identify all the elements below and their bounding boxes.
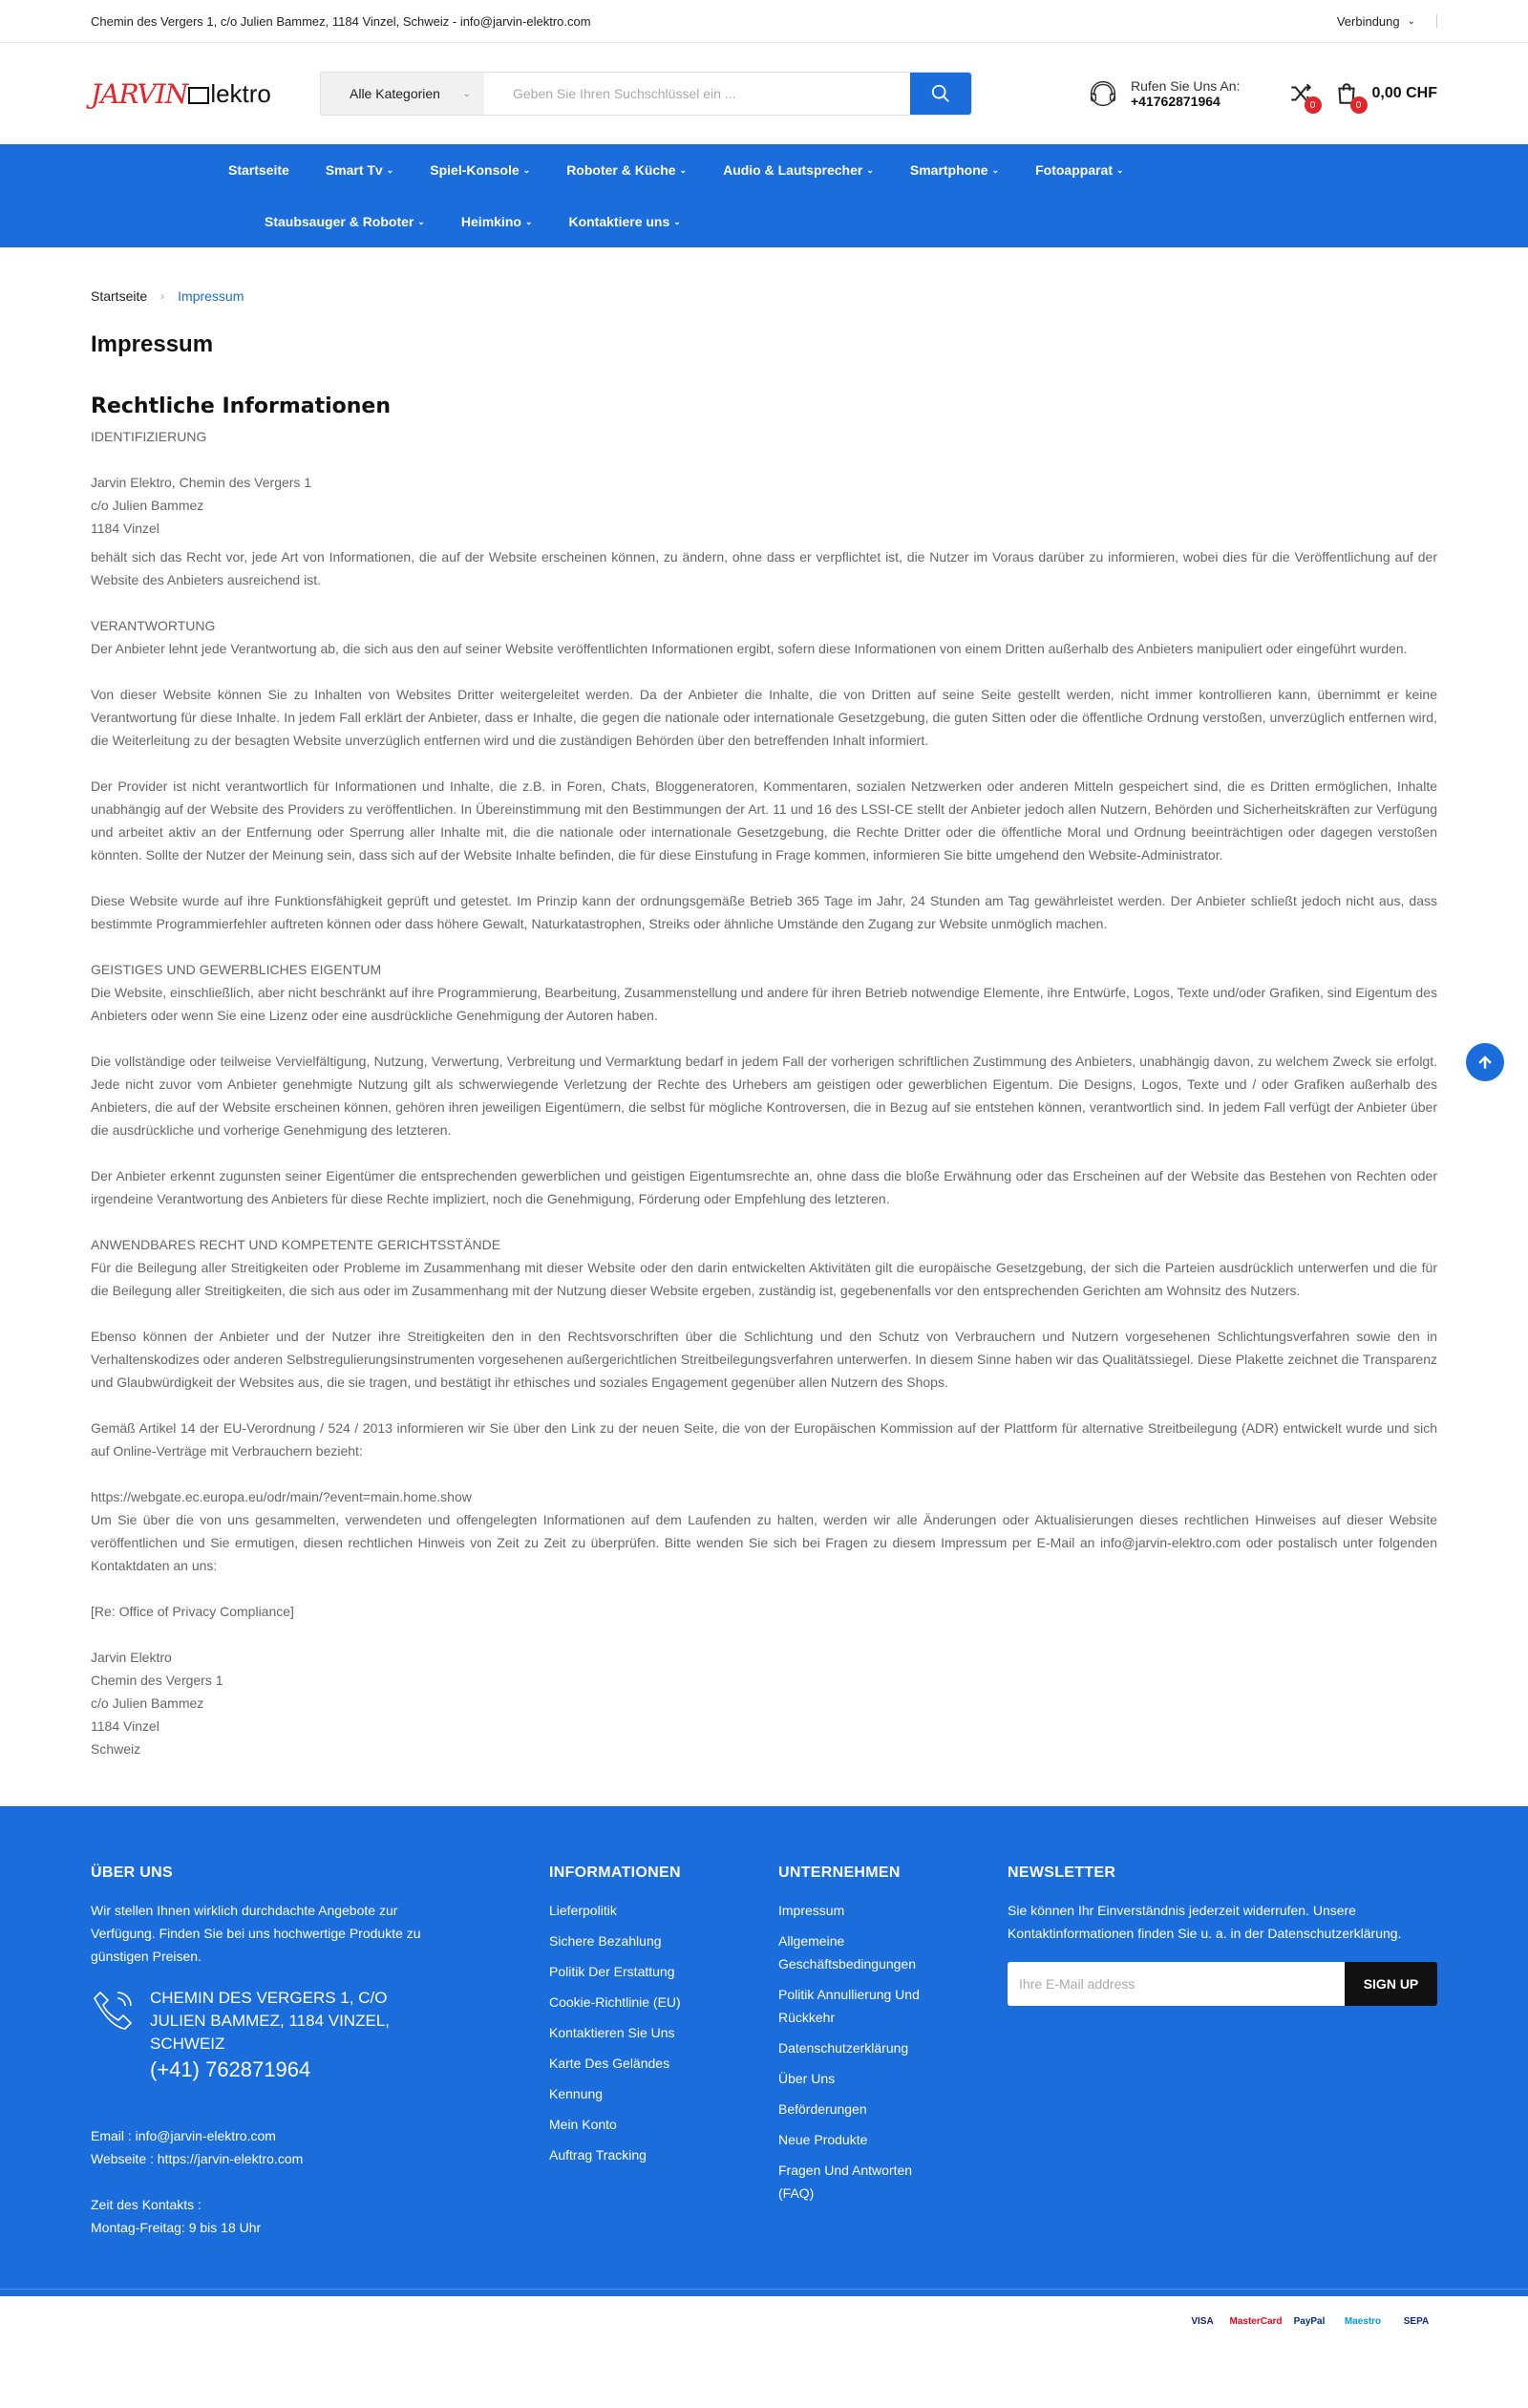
legal-paragraph: Schweiz	[91, 1741, 141, 1757]
spacer	[91, 1394, 1437, 1417]
category-select-label: Alle Kategorien	[350, 86, 440, 101]
newsletter-email-input[interactable]	[1008, 1962, 1345, 2006]
nav-item-audio-lautsprecher[interactable]	[723, 162, 874, 178]
divider	[1436, 14, 1437, 28]
legal-paragraph: Die vollständige oder teilweise Vervielfältigung, Nutzung, Verwertung, Verbreitung und Vermarktung bedarf in jedem Fall der vorherigen schriftlichen Zustimmung des Anbieters, unabhängig davon, zu welchem Zweck sie erfolgt. Jede nicht zuvor vom Anbieter genehmigte Nutzung gilt als schwerwiegende Verletzung der Rechte des Urhebers am geistigen oder gewerblichen Eigentum. Die Designs, Logos, Texte und / oder Grafiken außerhalb des Anbieters, die auf der Website erscheinen können, gehören ihren jeweiligen Eigentümern, die selbst für mögliche Kontroversen, die in Bezug auf sie entstehen können, verantwortlich sind. In jedem Fall verfügt der Anbieter über die ausdrückliche und vorherige Genehmigung des letzteren.	[91, 1054, 1437, 1138]
footer-link[interactable]: Kontaktieren Sie Uns	[549, 2025, 675, 2040]
footer-info-title: INFORMATIONEN	[549, 1865, 681, 1881]
search-input[interactable]	[484, 73, 910, 115]
chevron-down-icon: ⌄	[1116, 164, 1124, 175]
footer-info	[549, 1865, 778, 2239]
topbar-address: Chemin des Vergers 1, c/o Julien Bammez, 1184 Vinzel, Schweiz - info@jarvin-elektro.com	[91, 13, 591, 29]
footer-website[interactable]: Webseite : https://jarvin-elektro.com	[91, 2151, 304, 2166]
footer-link[interactable]: Datenschutzerklärung	[778, 2040, 909, 2056]
footer-about	[91, 1865, 549, 2239]
main-content	[91, 247, 1437, 1760]
legal-paragraph: Jarvin Elektro, Chemin des Vergers 1	[91, 475, 312, 490]
spacer	[91, 1210, 1437, 1233]
legal-paragraph: 1184 Vinzel	[91, 521, 159, 536]
nav-item-label: Heimkino	[460, 214, 521, 229]
nav-item-smartphone[interactable]	[910, 162, 999, 178]
category-select[interactable]	[321, 73, 484, 115]
legal-text	[91, 425, 1437, 1760]
chevron-down-icon: ⌄	[522, 164, 531, 175]
legal-paragraph: c/o Julien Bammez	[91, 498, 204, 513]
chevron-down-icon: ⌄	[1407, 15, 1415, 27]
footer-contact-time-label: Zeit des Kontakts :	[91, 2197, 202, 2212]
logo-box-icon	[188, 87, 209, 104]
copyright-text: Urheberrechte © Jarvin Elektro. Alle Rechte vorbehalten	[91, 2313, 424, 2330]
nav-item-fotoapparat[interactable]	[1035, 162, 1123, 178]
scroll-to-top-button[interactable]	[1466, 1043, 1504, 1081]
footer-link[interactable]: Karte Des Geländes	[549, 2056, 670, 2071]
compare-count-badge: 0	[1305, 96, 1322, 114]
spacer	[91, 1462, 1437, 1485]
chevron-down-icon: ⌄	[524, 216, 533, 226]
spacer	[91, 1577, 1437, 1600]
compare-button[interactable]	[1288, 81, 1316, 111]
logo-red-text: JARVIN	[91, 77, 188, 110]
call-number[interactable]: +41762871964	[1131, 94, 1220, 109]
footer-newsletter-text: Sie können Ihr Einverständnis jederzeit widerrufen. Unsere Kontaktinformationen finden Sie u. a. in der Datenschutzerklärung.	[1008, 1903, 1402, 1941]
footer-newsletter	[1008, 1865, 1437, 2239]
header	[0, 43, 1528, 144]
legal-paragraph: c/o Julien Bammez	[91, 1695, 204, 1711]
cart-count-badge: 0	[1350, 96, 1368, 114]
footer-link[interactable]: Kennung	[549, 2086, 604, 2101]
logo[interactable]	[91, 78, 320, 110]
nav-item-label: Smart Tv	[325, 162, 383, 178]
legal-paragraph: Die Website, einschließlich, aber nicht beschränkt auf ihre Programmierung, Bearbeitung, Zusammenstellung und andere für ihren Betrieb notwendige Elemente, ihre Entwürfe, Logos, Texte und/oder Grafiken, sind Eigentum des Anbieters oder wenn Sie eine Lizenz oder eine ausdrückliche Genehmigung der Autoren haben.	[91, 985, 1437, 1023]
footer-link[interactable]: Beförderungen	[778, 2101, 867, 2117]
nav-item-kontaktiere-uns[interactable]	[568, 214, 680, 229]
footer-company-title: UNTERNEHMEN	[778, 1865, 901, 1881]
footer-about-title: ÜBER UNS	[91, 1865, 173, 1881]
chevron-right-icon: ›	[160, 289, 165, 303]
payment-visa-icon: VISA	[1181, 2310, 1223, 2334]
legal-paragraph: IDENTIFIZIERUNG	[91, 429, 207, 444]
nav-row-2	[0, 196, 1528, 247]
nav-item-label: Smartphone	[909, 162, 988, 178]
legal-paragraph: Ebenso können der Anbieter und der Nutzer ihre Streitigkeiten den in den Rechtsvorschriften über die Schlichtung und den Schutz von Verbrauchern und Nutzern vorgesehenen Schlichtungsverfahren sowie den in Verhaltenskodizes oder anderen Selbstregulierungsinstrumenten vorgesehenen außergerichtlichen Streitbeilegungsverfahren unterwerfen. In diesem Sinne haben wir das Qualitätssiegel. Diese Plakette zeichnet die Transparenz und Glaubwürdigkeit der Websites aus, die sie tragen, und bestätigt ihr ethisches und soziales Engagement gegenüber allen Nutzern des Shops.	[91, 1329, 1437, 1390]
nav-item-smart-tv[interactable]	[326, 162, 393, 178]
nav-item-label: Staubsauger & Roboter	[265, 214, 414, 229]
legal-paragraph: Der Anbieter erkennt zugunsten seiner Eigentümer die entsprechenden gewerblichen und geistigen Eigentumsrechte an, ohne dass die bloße Erwähnung oder das Erscheinen auf der Website das Bestehen von Rechten oder irgendeine Verantwortung des Anbieters für diese Rechte impliziert, noch die Genehmigung, Förderung oder Empfehlung des letzteren.	[91, 1168, 1437, 1206]
spacer	[91, 1623, 1437, 1646]
copyright-bar	[0, 2289, 1528, 2354]
nav-item-label: Spiel-Konsole	[430, 162, 520, 178]
footer-phone[interactable]: (+41) 762871964	[150, 2057, 311, 2081]
breadcrumb-current: Impressum	[178, 288, 244, 304]
footer-address: CHEMIN DES VERGERS 1, C/O JULIEN BAMMEZ, 1184 VINZEL, SCHWEIZ	[150, 1989, 390, 2053]
footer-link[interactable]: Impressum	[778, 1903, 845, 1918]
search-bar	[320, 72, 972, 116]
legal-paragraph: behält sich das Recht vor, jede Art von Informationen, die auf der Website erscheinen können, zu ändern, ohne dass er verpflichtet ist, die Nutzer im Voraus darüber zu informieren, wobei dies für die Veröffentlichung auf der Website des Anbieters ausreichend ist.	[91, 549, 1437, 587]
footer	[0, 1806, 1528, 2330]
spacer	[91, 448, 1437, 471]
legal-paragraph: Gemäß Artikel 14 der EU-Verordnung / 524 / 2013 informieren wir Sie über den Link zu der neuen Seite, die von der Europäischen Kommission auf der Plattform für alternative Streitbeilegung (ADR) entwickelt wurde und sich auf Online-Verträge mit Verbrauchern bezieht:	[91, 1420, 1437, 1459]
legal-paragraph: https://webgate.ec.europa.eu/odr/main/?event=main.home.show	[91, 1489, 472, 1504]
footer-company	[778, 1865, 1008, 2239]
footer-link[interactable]: Über Uns	[778, 2071, 836, 2086]
legal-paragraph: [Re: Office of Privacy Compliance]	[91, 1604, 294, 1619]
nav-item-spiel-konsole[interactable]	[430, 162, 530, 178]
arrow-up-icon	[1475, 1053, 1495, 1072]
footer-contact-time: Montag-Freitag: 9 bis 18 Uhr	[91, 2220, 262, 2235]
legal-paragraph: Jarvin Elektro	[91, 1650, 172, 1665]
payment-paypal-icon: PayPal	[1288, 2310, 1330, 2334]
spacer	[91, 1302, 1437, 1325]
chevron-down-icon: ⌄	[679, 164, 688, 175]
payment-maestro-icon: Maestro	[1342, 2310, 1384, 2334]
payment-methods	[1181, 2310, 1437, 2334]
nav-item-heimkino[interactable]	[461, 214, 533, 229]
chevron-down-icon: ⌄	[462, 88, 471, 99]
search-icon	[930, 83, 951, 104]
legal-paragraph: Der Provider ist nicht verantwortlich für Informationen und Inhalte, die z.B. in Foren, Chats, Bloggeneratoren, Kommentaren, sozialen Netzwerken oder anderen Mitteln gespeichert sind, die es Dritten ermöglichen, Inhalte unabhängig auf der Website des Providers zu veröffentlichen. In Übereinstimmung mit den Bestimmungen der Art. 11 und 16 des LSSI-CE stellt der Anbieter jedoch allen Nutzern, Behörden und Sicherheitskräften zur Verfügung und arbeitet aktiv an der Entfernung oder Sperrung aller Inhalte mit, die die nationale oder internationale Gesetzgebung, die Rechte Dritter oder die öffentliche Moral und Ordnung beeinträchtigen oder dagegen verstoßen könnten. Sollte der Nutzer der Meinung sein, dass sich auf der Website Inhalte befinden, die für diese Einstufung in Frage kommen, informieren Sie bitte umgehend den Website-Administrator.	[91, 778, 1437, 863]
top-bar	[0, 0, 1528, 43]
nav-item-label: Startseite	[228, 162, 289, 178]
spacer	[91, 866, 1437, 889]
nav-item-label: Audio & Lautsprecher	[723, 162, 863, 178]
legal-paragraph: GEISTIGES UND GEWERBLICHES EIGENTUM	[91, 962, 382, 977]
chevron-down-icon: ⌄	[673, 216, 681, 226]
footer-link[interactable]: Mein Konto	[549, 2117, 617, 2132]
nav-item-label: Roboter & Küche	[566, 162, 676, 178]
signup-button[interactable]: SIGN UP	[1345, 1962, 1437, 2006]
search-button[interactable]	[910, 73, 971, 115]
footer-link[interactable]: Lieferpolitik	[549, 1903, 617, 1918]
call-block	[1085, 75, 1240, 112]
legal-paragraph: ANWENDBARES RECHT UND KOMPETENTE GERICHTSSTÄNDE	[91, 1237, 501, 1252]
nav-item-staubsauger-roboter[interactable]	[265, 214, 425, 229]
footer-link[interactable]: Sichere Bezahlung	[549, 1933, 662, 1949]
footer-link[interactable]: Politik Annullierung Und Rückkehr	[778, 1987, 920, 2025]
footer-newsletter-title: NEWSLETTER	[1008, 1865, 1116, 1881]
chevron-down-icon: ⌄	[417, 216, 425, 226]
legal-paragraph: 1184 Vinzel	[91, 1718, 159, 1734]
spacer	[91, 591, 1437, 614]
nav-row-1	[0, 144, 1528, 196]
footer-about-text: Wir stellen Ihnen wirklich durchdachte Angebote zur Verfügung. Finden Sie bei uns hochwertige Produkte zu günstigen Preisen.	[91, 1903, 421, 1964]
payment-mastercard-icon: MasterCard	[1235, 2310, 1277, 2334]
newsletter-form	[1008, 1962, 1437, 2006]
footer-link[interactable]: Fragen Und Antworten (FAQ)	[778, 2163, 913, 2201]
legal-paragraph: Für die Beilegung aller Streitigkeiten oder Probleme im Zusammenhang mit dieser Website oder den darin entwickelten Aktivitäten gilt die europäische Gesetzgebung, der sich die Parteien ausdrücklich unterwerfen und die für die Beilegung aller Streitigkeiten, die sich aus oder im Zusammenhang mit der Nutzung dieser Website ergeben, zuständig ist, gegebenenfalls vor den entsprechenden Gerichten am Wohnsitz des Nutzers.	[91, 1260, 1437, 1298]
legal-paragraph: Der Anbieter lehnt jede Verantwortung ab, die sich aus den auf seiner Website veröffentlichten Informationen ergibt, sofern diese Informationen von einem Dritten außerhalb des Anbieters manipuliert oder eingeführt wurden.	[91, 641, 1408, 656]
footer-link[interactable]: Politik Der Erstattung	[549, 1964, 675, 1979]
nav-item-roboter-k-che[interactable]	[566, 162, 687, 178]
nav-item-label: Kontaktiere uns	[568, 214, 670, 229]
phone-icon	[91, 1987, 137, 2033]
legal-paragraph: Diese Website wurde auf ihre Funktionsfähigkeit geprüft und getestet. Im Prinzip kann der ordnungsgemäße Betrieb 365 Tage im Jahr, 24 Stunden am Tag gewährleistet werden. Der Anbieter schließt jedoch nicht aus, dass bestimmte Programmierfehler auftreten können oder dass höhere Gewalt, Naturkatastrophen, Streiks oder ähnliche Umstände den Zugang zur Website unmöglich machen.	[91, 893, 1437, 931]
chevron-down-icon: ⌄	[386, 164, 394, 175]
nav-item-startseite[interactable]	[228, 162, 289, 178]
legal-paragraph: Um Sie über die von uns gesammelten, verwendeten und offengelegten Informationen auf dem Laufenden zu halten, werden wir alle Änderungen oder Aktualisierungen dieses rechtlichen Hinweises auf dieser Website veröffentlichen und Sie ermutigen, diesen rechtlichen Hinweis von Zeit zu Zeit zu überprüfen. Bitte wenden Sie sich bei Fragen zu diesem Impressum per E-Mail an info@jarvin-elektro.com oder postalisch unter folgenden Kontaktdaten an uns:	[91, 1512, 1437, 1573]
cart-total[interactable]: 0,00 CHF	[1371, 85, 1437, 101]
footer-link[interactable]: Cookie-Richtlinie (EU)	[549, 1994, 681, 2010]
footer-link[interactable]: Neue Produkte	[778, 2132, 868, 2147]
footer-email[interactable]: Email : info@jarvin-elektro.com	[91, 2128, 276, 2143]
legal-paragraph: Chemin des Vergers 1	[91, 1673, 223, 1688]
section-title: Rechtliche Informationen	[91, 394, 392, 418]
chevron-down-icon: ⌄	[866, 164, 874, 175]
chevron-down-icon: ⌄	[991, 164, 1000, 175]
payment-sepa-icon: SEPA	[1395, 2310, 1437, 2334]
main-nav	[0, 144, 1528, 247]
footer-link[interactable]: Allgemeine Geschäftsbedingungen	[778, 1933, 916, 1971]
breadcrumb-home[interactable]: Startseite	[91, 288, 148, 304]
legal-paragraph: VERANTWORTUNG	[91, 618, 216, 633]
nav-item-label: Fotoapparat	[1035, 162, 1113, 178]
page-title: Impressum	[91, 331, 214, 357]
logo-black-text: lektro	[210, 78, 271, 108]
breadcrumb	[91, 247, 1437, 313]
spacer	[91, 1141, 1437, 1164]
connection-dropdown[interactable]: Verbindung	[1336, 13, 1400, 29]
footer-link[interactable]: Auftrag Tracking	[549, 2147, 647, 2163]
headset-icon	[1085, 75, 1121, 112]
legal-paragraph: Von dieser Website können Sie zu Inhalten von Websites Dritter weitergeleitet werden. Da der Anbieter die Inhalte, die von Dritten auf seine Seite gestellt werden, nicht immer kontrollieren kann, übernimmt er keine Verantwortung für diese Inhalte. In jedem Fall erklärt der Anbieter, dass er Inhalte, die gegen die nationale oder internationale Gesetzgebung, die guten Sitten oder die öffentliche Ordnung verstoßen, unverzüglich entfernen wird, die Weiterleitung zu der besagten Website unverzüglich entfernen wird und die zuständigen Behörden über den betreffenden Inhalt informiert.	[91, 687, 1437, 748]
call-label: Rufen Sie Uns An:	[1131, 78, 1241, 94]
spacer	[91, 660, 1437, 683]
spacer	[91, 752, 1437, 775]
cart-button[interactable]	[1334, 81, 1362, 111]
spacer	[91, 1027, 1437, 1050]
spacer	[91, 935, 1437, 958]
